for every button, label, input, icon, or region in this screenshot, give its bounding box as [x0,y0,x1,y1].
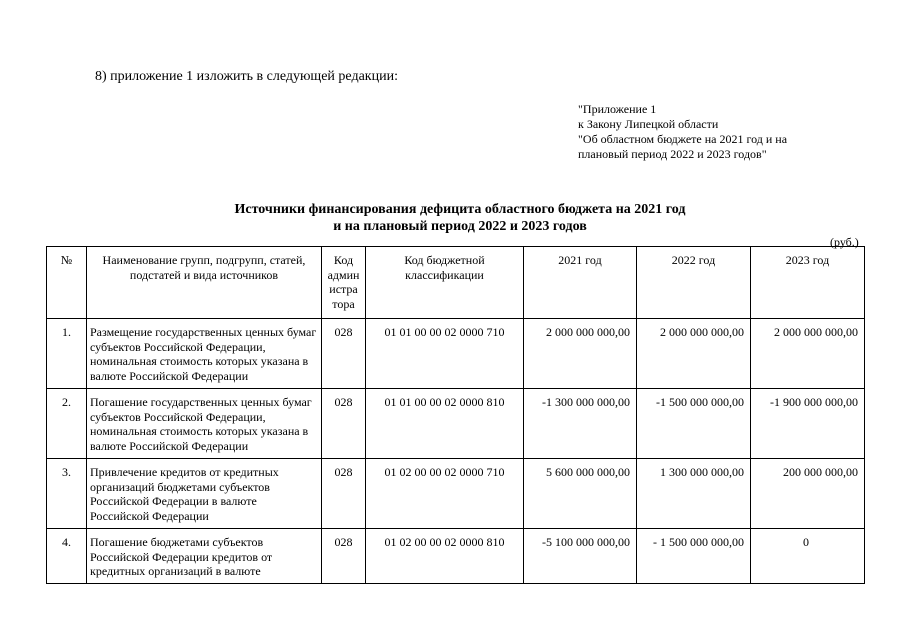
table-row [47,529,865,584]
row-admin-code: 028 [322,389,366,459]
table-row [47,319,865,389]
row-amount-2021: 2 000 000 000,00 [524,319,637,389]
row-number: 4. [47,529,87,584]
table-header-row [47,247,865,319]
row-admin-code: 028 [322,319,366,389]
appendix-ref-line: "Приложение 1 [578,102,657,116]
row-budget-code: 01 01 00 00 02 0000 710 [366,319,524,389]
row-amount-2023: 0 [751,529,865,584]
appendix-ref-line: "Об областном бюджете на 2021 год и на [578,132,788,146]
appendix-ref-line: плановый период 2022 и 2023 годов" [578,147,767,161]
amendment-intro: 8) приложение 1 изложить в следующей редакции: [95,69,398,84]
title-line-2: и на плановый период 2022 и 2023 годов [333,219,587,234]
appendix-ref-line: к Закону Липецкой области [578,117,719,131]
row-budget-code: 01 01 00 00 02 0000 810 [366,389,524,459]
row-name: Размещение государственных ценных бумаг субъектов Российской Федерации, номинальная стоимость которых указана в валюте Российской Федерации [87,319,322,389]
header-year-2021: 2021 год [524,247,637,319]
row-number: 3. [47,459,87,529]
financing-sources-table [46,246,865,584]
appendix-reference [578,102,787,162]
row-amount-2023: 2 000 000 000,00 [751,319,865,389]
table-row [47,389,865,459]
title-line-1: Источники финансирования дефицита областного бюджета на 2021 год [234,202,686,217]
row-number: 1. [47,319,87,389]
row-admin-code: 028 [322,459,366,529]
header-year-2023: 2023 год [751,247,865,319]
row-admin-code: 028 [322,529,366,584]
header-admin-code: Код админ истра тора [322,247,366,319]
row-budget-code: 01 02 00 00 02 0000 810 [366,529,524,584]
header-year-2022: 2022 год [637,247,751,319]
row-number: 2. [47,389,87,459]
row-amount-2022: 2 000 000 000,00 [637,319,751,389]
currency-unit-label: (руб.) [830,235,859,249]
row-name: Погашение государственных ценных бумаг субъектов Российской Федерации, номинальная стоимость которых указана в валюте Российской Федерации [87,389,322,459]
row-budget-code: 01 02 00 00 02 0000 710 [366,459,524,529]
header-name: Наименование групп, подгрупп, статей, подстатей и вида источников [87,247,322,319]
row-name: Погашение бюджетами субъектов Российской Федерации кредитов от кредитных организаций в валюте [87,529,322,584]
row-amount-2022: - 1 500 000 000,00 [637,529,751,584]
row-name: Привлечение кредитов от кредитных организаций бюджетами субъектов Российской Федерации в валюте Российской Федерации [87,459,322,529]
header-budget-code: Код бюджетной классификации [366,247,524,319]
row-amount-2021: 5 600 000 000,00 [524,459,637,529]
row-amount-2023: 200 000 000,00 [751,459,865,529]
header-number: № [47,247,87,319]
row-amount-2021: -1 300 000 000,00 [524,389,637,459]
row-amount-2023: -1 900 000 000,00 [751,389,865,459]
row-amount-2022: 1 300 000 000,00 [637,459,751,529]
document-title [150,201,770,235]
row-amount-2021: -5 100 000 000,00 [524,529,637,584]
row-amount-2022: -1 500 000 000,00 [637,389,751,459]
table-row [47,459,865,529]
